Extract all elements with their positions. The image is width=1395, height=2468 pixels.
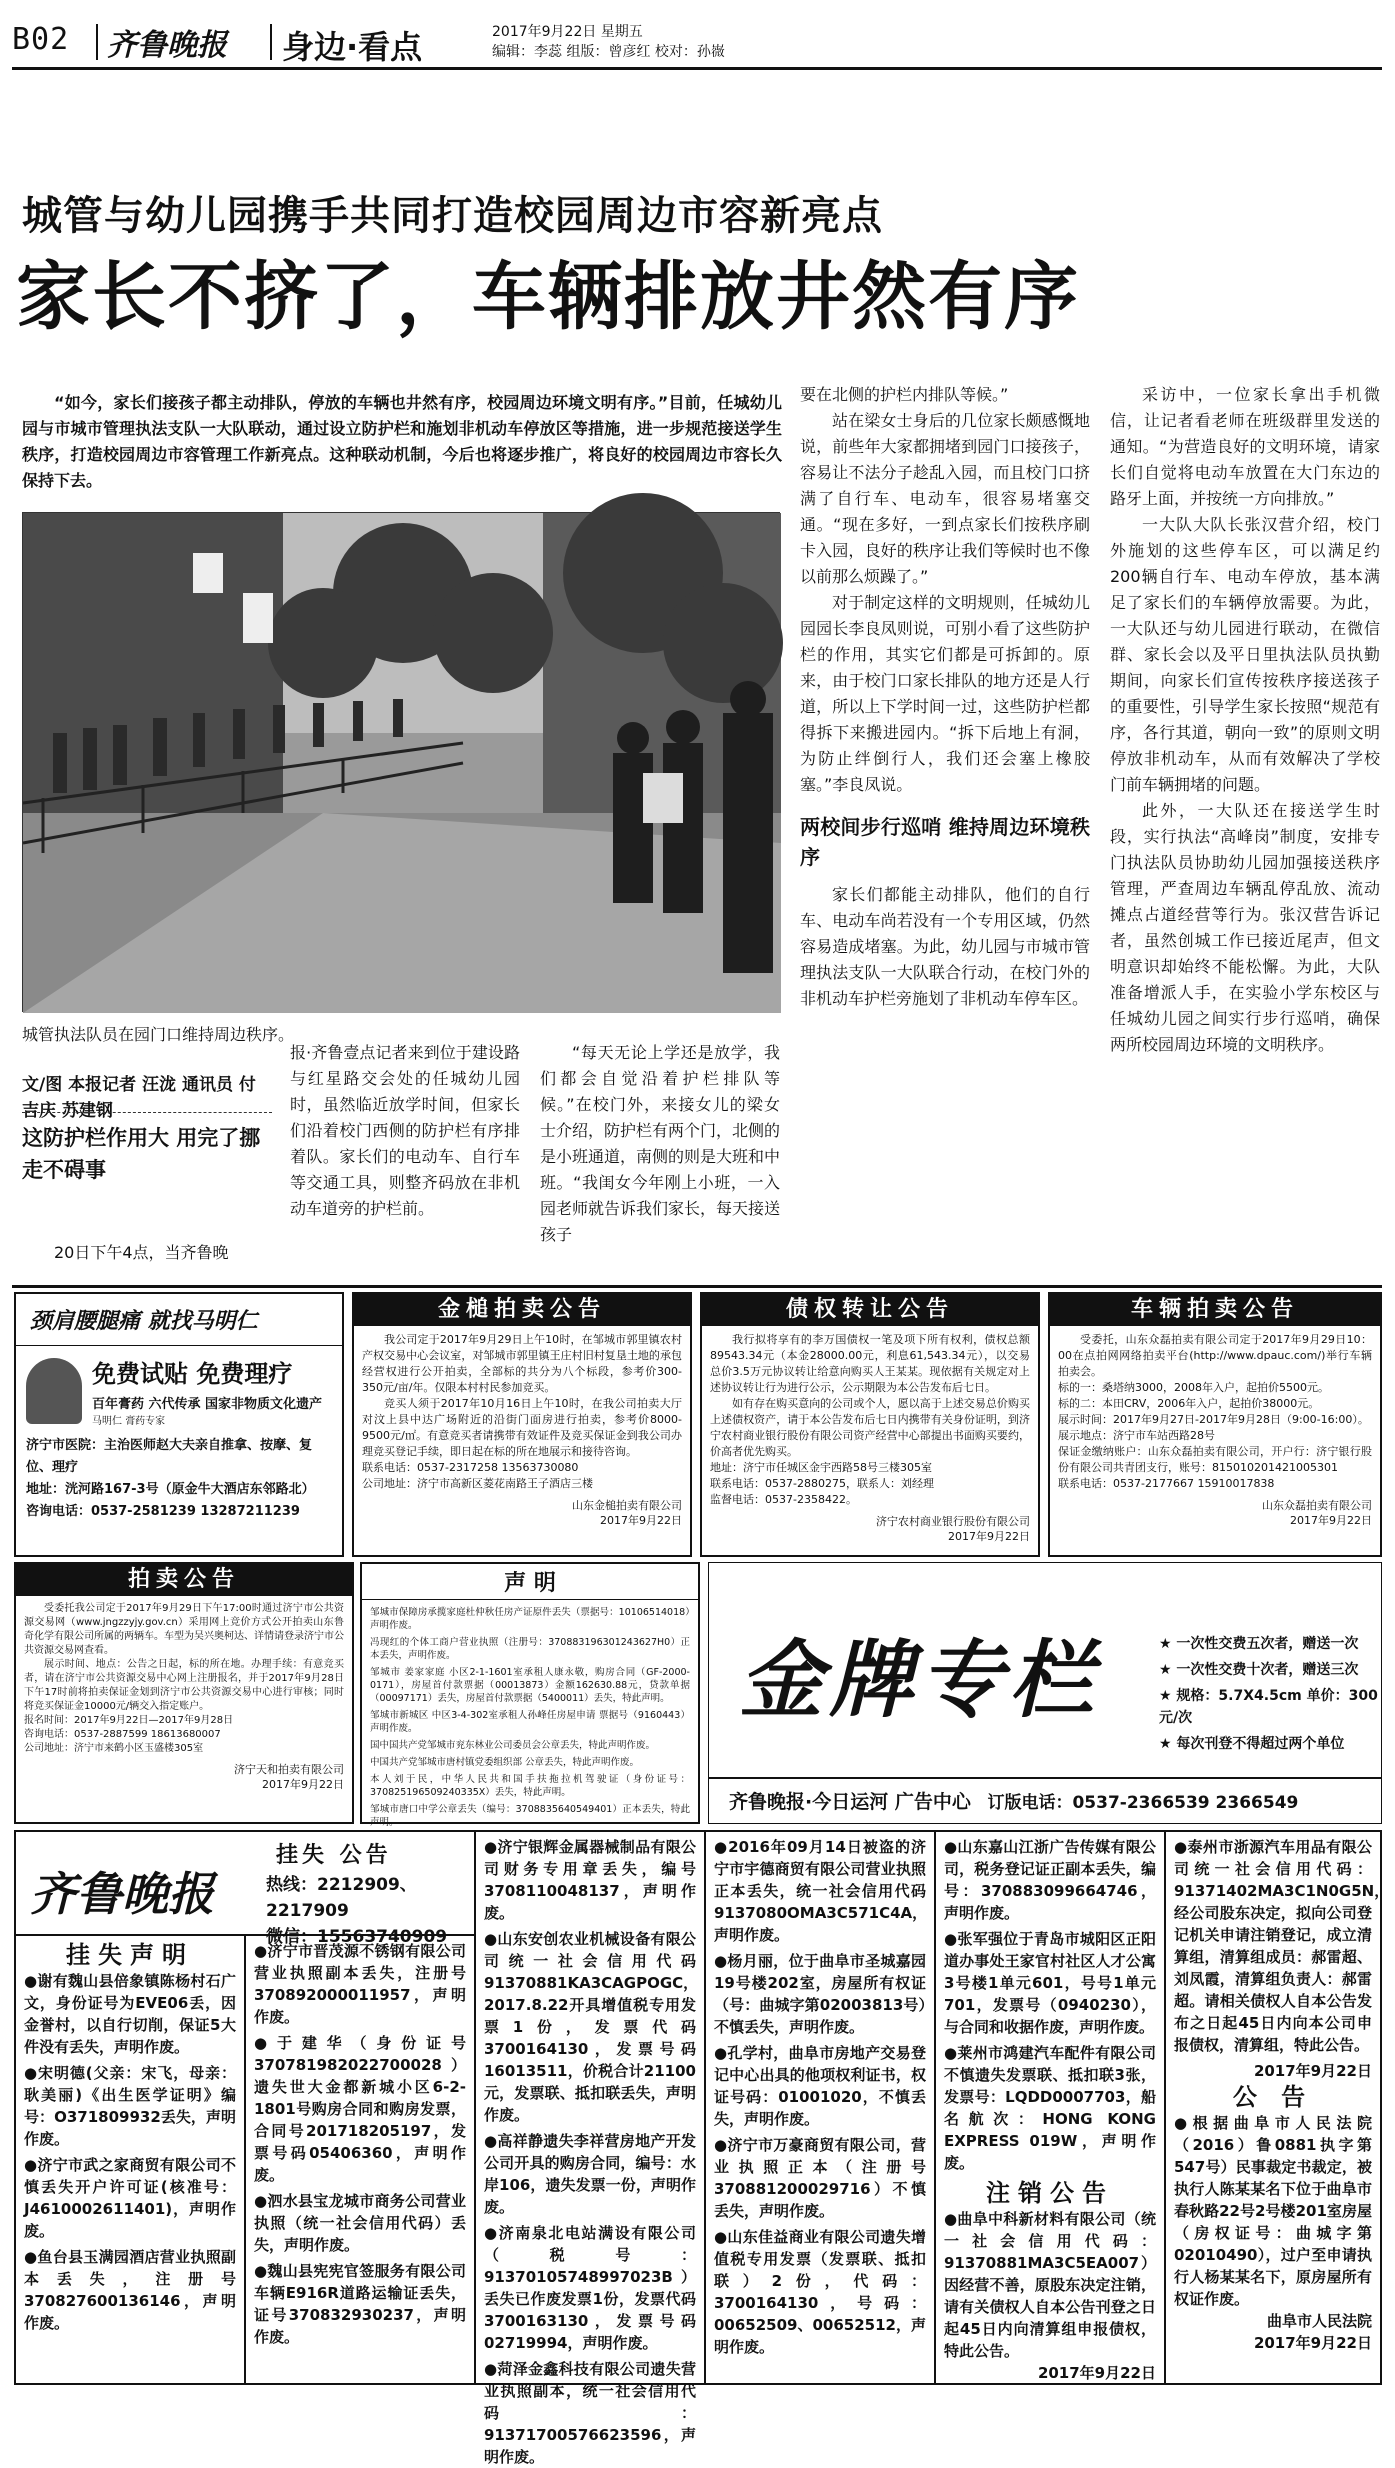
divider — [22, 1112, 272, 1113]
divider — [96, 24, 98, 60]
section-heading: 两校间步行巡哨 维持周边环境秩序 — [800, 815, 1090, 869]
auction-notice-2 — [14, 1562, 354, 1824]
ad-slogan: 颈肩腰腿痛 就找马明仁 — [16, 1294, 342, 1346]
lost-entry: ●山东安创农业机械设备有限公司统一社会信用代码91370881KA3CAGPOGC，2017.8.22开具增值税专用发票1份，发票代码3700164130，发票号码16013511，价税合计21100元，发票联、抵扣联丢失，声明作废。 — [484, 1930, 699, 2124]
lost-entry: ●泗水县宝龙城市商务公司营业执照（统一社会信用代码）丢失，声明作废。 — [254, 2192, 466, 2254]
lost-entry: ●谢有魏山县倍象镇陈杨村石广文，身份证号为EVE06丢，因金誉村，以自行切削，保证5大件没有丢失，声明作废。 — [24, 1972, 236, 2056]
notice-body: 受委托我公司定于2017年9月29日下午17:00时通过济宁市公共资源交易网（www.jngzzyjy.gov.cn）采用网上竞价方式公开拍卖山东鲁奇化学有限公司所属的两辆车。车型为吴兴奥柯达、详情请登录济宁市公共资源交易网查看。 — [24, 1603, 344, 1656]
notice-body: 我行拟将享有的李万国债权一笔及项下所有权利，债权总额89543.34元（本金28000.00元，利息61,543.34元），以交易总价3.5万元协议转让给意向购买人王某某。现依据有关规定对上述协议转让行为进行公示，公示期限为本公告发布后七日。 — [710, 1333, 1030, 1394]
notice-body: 受委托，山东众磊拍卖有限公司定于2017年9月29日10：00在点拍网网络拍卖平台(http://www.dpauc.com/)举行车辆拍卖会。 — [1058, 1333, 1372, 1378]
statement-entry: 邹城市保障房承揽家庭杜仲秋任房产证原件丢失（票据号：10106514018）声明作废。 — [370, 1607, 690, 1631]
notice-title: 车辆拍卖公告 — [1050, 1294, 1380, 1326]
lost-column — [476, 1832, 706, 2466]
notice-body: 保证金缴纳账户：山东众磊拍卖有限公司，开户行：济宁银行股份有限公司共青团支行，账号：815010201421005301 — [1058, 1445, 1372, 1474]
lost-entry: ●菏泽金鑫科技有限公司遗失营业执照副本，统一社会信用代码：91371700576623596，声明作废。 — [484, 2360, 696, 2466]
paragraph: 要在北侧的护栏内排队等候。” — [800, 385, 1009, 404]
announce-signature: 曲阜市人民法院 — [1266, 2312, 1372, 2330]
lost-column — [16, 1936, 246, 2383]
notice-date: 2017年9月22日 — [948, 1530, 1030, 1543]
notice-address: 地址：济宁市任城区金宇西路58号三楼305室 — [710, 1461, 932, 1474]
paragraph: 此外，一大队还在接送学生时段，实行执法“高峰岗”制度，安排专门执法队员协助幼儿园加强接送秩序管理，严查周边车辆乱停乱放、流动摊点占道经营等行为。张汉营告诉记者，虽然创城工作已接近尾声，但文明意识却始终不能松懈。为此，大队准备增派人手，在实验小学东校区与任城幼儿园之间实行步行巡哨，确保两所校园周边环境的文明秩序。 — [1110, 801, 1380, 1054]
paragraph: “每天无论上学还是放学，我们都会自觉沿着护栏排队等候。”在校门外，来接女儿的梁女士介绍，防护栏有两个门，北侧的是小班通道，南侧的则是大班和中班。“我闺女今年刚上小班，一入园老师就告诉我们家长，每天接送孩子 — [540, 1043, 781, 1244]
notice-date: 2017年9月22日 — [262, 1778, 344, 1791]
doctor-title: 膏药专家 — [125, 1416, 166, 1427]
notice-body: 我公司定于2017年9月29日上午10时，在邹城市郭里镇农村产权交易中心会议室，对邹城市郭里镇王庄村旧村复垦土地的承包经营权进行公开拍卖，全部标的共分为八个标段，参考价300-350元/亩/年。仅限本村村民参加竞买。 — [362, 1333, 682, 1394]
lost-entry: ●济宁市武之家商贸有限公司不慎丢失开户许可证(核准号：J4610002611401)，声明作废。 — [24, 2156, 236, 2240]
page-number: B02 — [12, 22, 70, 57]
lost-entry: ●济南泉北电站满设有限公司（税号：91370105748997023B）丢失已作废发票1份，发票代码3700163130，发票号码02719994，声明作废。 — [484, 2224, 696, 2352]
lost-entries — [944, 1836, 1156, 2174]
notice-contact: 联系电话：0537-2880275，联系人：刘经理 — [710, 1477, 934, 1490]
cancel-entry: ●曲阜中科新材料有限公司（统一社会信用代码：91370881MA3C5EA007）因经营不善，原股东决定注销，请有关债权人自本公告刊登之日起45日内向清算组申报债权，特此公告。 — [944, 2210, 1156, 2360]
announce-title: 公 告 — [1232, 2083, 1314, 2111]
lost-entry: ●杨月丽，位于曲阜市圣城嘉园19号楼202室，房屋所有权证（号：曲城字第02003813号）不慎丢失，声明作废。 — [714, 1952, 926, 2036]
article-column — [1110, 382, 1380, 1058]
section-heading: 这防护栏作用大 用完了挪走不碍事 — [22, 1126, 261, 1182]
lost-entry: ●泰州市浙源汽车用品有限公司统一社会信用代码：91371402MA3C1N0G5N，经公司股东决定，拟向公司登记机关申请注销登记，成立清算组，清算组成员：郝雷超、刘凤霞，清算组负责人：郝雷超。请相关债权人自本公告发布之日起45日内向本公司申报债权，清算组，特此公告。 — [1174, 1838, 1390, 2054]
notice-signature: 济宁天和拍卖有限公司 — [234, 1763, 344, 1776]
lost-notices — [14, 1830, 1390, 2466]
editor-line: 编辑：李蕊 组版：曾彦红 校对：孙嶶 — [492, 44, 725, 60]
notice-address: 公司地址：济宁市高新区菱花南路王子酒店三楼 — [362, 1477, 593, 1490]
lost-column — [936, 1832, 1166, 2383]
gold-title: 金牌专栏 — [739, 1630, 1100, 1729]
notice-item: 标的一：桑塔纳3000，2008年入户，起拍价5500元。 — [1058, 1381, 1329, 1394]
auction-notice — [352, 1292, 692, 1557]
ad-offer: 免费试贴 免费理疗 — [92, 1360, 293, 1388]
lost-subtitle: 挂失声明 — [66, 1941, 194, 1969]
notice-body: 展示地点：济宁市车站西路28号 — [1058, 1429, 1215, 1442]
notice-signature: 山东众磊拍卖有限公司 — [1262, 1499, 1372, 1512]
statement-entry: 邹城市新城区 中区3-4-302室承租人孙峰任房屋申请 票据号（9160443）声明作废。 — [370, 1710, 690, 1734]
statement-entry: 邹城市 姜家家庭 小区2-1-1601室承租人康永敬，购房合同（GF-2000-0171），房屋首付款票据（00013873）金额162630.88元，贷款单据（00097171）丢失，房屋首付款票据（5400011）丢失，特此声明。 — [370, 1667, 690, 1704]
lost-entry: ●鱼台县玉满园酒店营业执照副本丢失，注册号370827600136146，声明作废。 — [24, 2248, 236, 2332]
notice-address: 公司地址：济宁市来鹤小区玉盛楼305室 — [24, 1743, 204, 1754]
clinic-ad — [14, 1292, 344, 1557]
paragraph: 对于制定这样的文明规则，任城幼儿园园长李良凤则说，可别小看了这些防护栏的作用，其实它们都是可拆卸的。原来，由于校门口家长排队的地方还是人行道，所以上下学时间一过，这些防护栏都得拆下来搬进园内。“拆下后地上有洞，为防止绊倒行人，我们还会塞上橡胶塞。”李良凤说。 — [800, 593, 1090, 794]
vehicle-auction-notice — [1048, 1292, 1382, 1557]
lost-entry: ●宋明德(父亲：宋飞，母亲：耿美丽)《出生医学证明》编号：O371809932丢失，声明作废。 — [24, 2064, 236, 2148]
lost-entry: ●张军强位于青岛市城阳区正阳道办事处王家官村社区人才公寓3号楼1单元601，号号1单元701，发票号（0940230），与合同和收据作废，声明作废。 — [944, 1930, 1156, 2036]
lost-entry: ●济宁银辉金属器械制品有限公司财务专用章丢失，编号3708110048137，声明作废。 — [484, 1838, 696, 1922]
article-lead: “如今，家长们接孩子都主动排队，停放的车辆也井然有序，校园周边环境文明有序。”目前，任城幼儿园与市城市管理执法支队一大队联动，通过设立防护栏和施划非机动车停放区等措施，进一步规范接送学生秩序，打造校园周边市容管理工作新亮点。这种联动机制，今后也将逐步推广，将良好的校园周边市容长久保持下去。 — [22, 393, 782, 490]
lost-column — [246, 1936, 476, 2383]
gold-phone: 订版电话：0537-2366539 2366549 — [987, 1793, 1299, 1813]
gold-rules — [1159, 1633, 1381, 1759]
notice-contact: 咨询电话：0537-2887599 18613680007 — [24, 1729, 221, 1740]
statement-entry: 中国共产党邹城市唐村镇党委组织部 公章丢失，特此声明作废。 — [370, 1757, 640, 1768]
notice-date: 2017年9月22日 — [1253, 2334, 1372, 2352]
clinic-address: 地址：洸河路167-3号（原金牛大酒店东邻路北） — [26, 1482, 315, 1497]
notice-title: 金槌拍卖公告 — [354, 1294, 690, 1326]
lost-entry: ●2016年09月14日被盗的济宁市宇德商贸有限公司营业执照正本丢失，统一社会信用代码9137080OMA3C571C4A，声明作废。 — [714, 1838, 928, 1944]
statement-list — [362, 1600, 698, 1839]
paragraph: 家长们都能主动排队，他们的自行车、电动车尚若没有一个专用区域，仍然容易造成堵塞。为此，幼儿园与市城市管理执法支队一大队联合行动，在校门外的非机动车护栏旁施划了非机动车停车区。 — [800, 885, 1090, 1008]
news-photo — [22, 512, 780, 1012]
notice-time: 报名时间：2017年9月22日—2017年9月28日 — [24, 1715, 234, 1726]
notice-contact: 联系电话：0537-2317258 13563730080 — [362, 1461, 579, 1474]
statement-entry: 国中国共产党邹城市兖东林业公司委员会公章丢失，特此声明作废。 — [370, 1740, 656, 1751]
statement-notice — [360, 1562, 700, 1828]
lost-header — [16, 1832, 476, 1947]
article-headline: 家长不挤了，车辆排放井然有序 — [16, 254, 1080, 340]
notice-signature: 济宁农村商业银行股份有限公司 — [876, 1515, 1030, 1528]
statement-entry: 冯现红的个体工商户营业执照（注册号：370883196301243627H0）正本丢失，声明作废。 — [370, 1637, 690, 1661]
divider — [12, 1285, 1382, 1288]
cancel-title: 注销公告 — [986, 2179, 1114, 2207]
paragraph: 20日下午4点，当齐鲁晚 — [54, 1243, 229, 1262]
gold-footer: 齐鲁晚报·今日运河 广告中心 — [729, 1791, 971, 1813]
notice-title: 声 明 — [362, 1564, 698, 1600]
notice-contact: 联系电话：0537-2177667 15910017838 — [1058, 1477, 1275, 1490]
gold-rule: ★ 一次性交费十次者，赠送三次 — [1159, 1662, 1359, 1678]
divider — [270, 24, 272, 60]
notice-body: 如有存在购买意向的公司或个人，愿以高于上述交易总价购买上述债权资产，请于本公告发布后七日内携带有关身份证明，到济宁农村商业银行股份有限公司资产经营中心部提出书面购买要约，价高者优先购买。 — [710, 1397, 1030, 1458]
statement-entry: 邹城市唐口中学公章丢失（编号：3708835640549401）正本丢失，特此声明。 — [370, 1804, 690, 1828]
paragraph: 一大队大队长张汉营介绍，校门外施划的这些停车区，可以满足约200辆自行车、电动车停放，基本满足了家长们的车辆停放需要。为此，一大队还与幼儿园进行联动，在微信群、家长会以及平日里执法队员执勤期间，向家长们宣传按秩序接送孩子的重要性，引导学生家长按照“规范有序，各行其道，朝向一致”的原则文明停放非机动车，从而有效解决了学校门前车辆拥堵的问题。 — [1110, 515, 1380, 794]
lost-wechat: 微信：15563740909 — [266, 1927, 448, 1947]
article-column — [290, 1040, 520, 1222]
gold-column-ad — [708, 1562, 1382, 1824]
doctor-portrait — [26, 1358, 82, 1424]
notice-body: 展示时间：2017年9月27日-2017年9月28日（9:00-16:00）。 — [1058, 1413, 1369, 1426]
paragraph: 站在梁女士身后的几位家长颇感慨地说，前些年大家都拥堵到园门口接孩子，容易让不法分子趁乱入园，而且校门口挤满了自行车、电动车，很容易堵塞交通。“现在多好，一到点家长们按秩序刷卡入园，良好的秩序让我们等候时也不像以前那么烦躁了。” — [800, 411, 1090, 586]
notice-signature: 山东金槌拍卖有限公司 — [572, 1499, 682, 1512]
notice-date: 2017年9月22日 — [1290, 1514, 1372, 1527]
brand-logo: 齐鲁晚报 — [107, 28, 227, 63]
lost-entry: ●于建华（身份证号370781982022700028）遗失世大金都新城小区6-2-1801号购房合同和购房发票，合同号201718205197，发票号码05406360，声明作废。 — [254, 2034, 466, 2184]
lost-entries — [1174, 1836, 1390, 2056]
lost-entry: ●孔学村，曲阜市房地产交易登记中心出具的他项权利证书，权证号码：01001020，不慎丢失，声明作废。 — [714, 2044, 926, 2128]
ad-tagline: 百年膏药 六代传承 国家非物质文化遗产 — [92, 1397, 323, 1412]
notice-date: 2017年9月22日 — [600, 1514, 682, 1527]
article-credit: 文/图 本报记者 汪泷 通讯员 付吉庆 苏建钢 — [22, 1075, 256, 1121]
article-column — [800, 382, 1090, 1012]
lost-entry: ●济宁市晋茂源不锈钢有限公司营业执照副本丢失，注册号370892000011957，声明作废。 — [254, 1942, 466, 2026]
article-column — [540, 1040, 780, 1248]
lost-column — [1166, 1832, 1390, 2383]
section-title: 身边·看点 — [282, 28, 423, 66]
article-column — [22, 1240, 272, 1266]
issue-meta — [492, 22, 725, 62]
issue-date: 2017年9月22日 星期五 — [492, 24, 643, 40]
gold-rule: ★ 一次性交费五次者，赠送一次 — [1159, 1636, 1359, 1652]
page-header — [12, 18, 1382, 70]
lost-entry: ●莱州市鸿建汽车配件有限公司不慎遗失发票联、抵扣联3张，发票号：LQDD0007703，船名航次：HONG KONG EXPRESS 019W，声明作废。 — [944, 2044, 1156, 2172]
statement-entry: 本人刘于民，中华人民共和国手扶拖拉机驾驶证（身份证号：370825196509240335X）丢失，特此声明。 — [370, 1774, 690, 1798]
notice-date: 2017年9月22日 — [1037, 2364, 1156, 2382]
notice-body: 展示时间、地点：公告之日起，标的所在地。办理手续：有意竞买者，请在济宁市公共资源交易中心网上注册报名，并于2017年9月28日下午17时前将拍卖保证金划到济宁市公共资源交易中心进行审核；同时将竞买保证金10000元/辆交入指定账户。 — [24, 1659, 344, 1712]
lost-hotline: 热线：2212909、2217909 — [266, 1875, 417, 1921]
doctor-name: 马明仁 — [92, 1416, 122, 1427]
lost-entry: ●魏山县宪宪官签服务有限公司车辆E916R道路运输证丢失，证号370832930237，声明作废。 — [254, 2262, 466, 2346]
gold-rule: ★ 规格：5.7X4.5cm 单价：300元/次 — [1159, 1688, 1378, 1726]
notice-date: 2017年9月22日 — [1253, 2062, 1372, 2080]
clinic-name: 济宁市医院：主治医师赵大夫亲自推拿、按摩、复位、理疗 — [26, 1438, 313, 1475]
lost-entry: ●山东嘉山江浙广告传媒有限公司，税务登记证正副本丢失，编号：370883099664746，声明作废。 — [944, 1838, 1156, 1922]
clinic-phone: 咨询电话：0537-2581239 13287211239 — [26, 1504, 300, 1519]
debt-notice — [700, 1292, 1040, 1557]
photo-illustration — [23, 513, 781, 1013]
notice-body: 竞买人须于2017年10月16日上午10时，在我公司拍卖大厅对汶上县中达广场附近的沿街门面房进行拍卖，参考价8000-9500元/㎡。有意竞买者请携带有效证件及竞买保证金到我公司办理竞买登记手续，即日起在标的所在地展示和接待咨询。 — [362, 1397, 682, 1458]
lost-entry: ●山东佳益商业有限公司遗失增值税专用发票（发票联、抵扣联）2份，代码：3700164130，号码：00652509、00652512，声明作废。 — [714, 2228, 926, 2356]
photo-caption: 城管执法队员在园门口维持周边秩序。 — [22, 1025, 295, 1044]
gold-rule: ★ 每次刊登不得超过两个单位 — [1159, 1736, 1345, 1752]
article-subheadline: 城管与幼儿园携手共同打造校园周边市容新亮点 — [22, 193, 883, 239]
notice-item: 标的二：本田CRV，2006年入户，起拍价38000元。 — [1058, 1397, 1320, 1410]
notice-title: 债权转让公告 — [702, 1294, 1038, 1326]
brand-logo: 齐鲁晚报 — [30, 1867, 214, 1921]
lost-title: 挂失 公告 — [276, 1843, 392, 1868]
lost-entry: ●济宁市万豪商贸有限公司，营业执照正本（注册号370881200029716）不慎丢失，声明作废。 — [714, 2136, 926, 2220]
paragraph: 报·齐鲁壹点记者来到位于建设路与红星路交会处的任城幼儿园时，虽然临近放学时间，但家长们沿着校门西侧的防护栏有序排着队。家长们的电动车、自行车等交通工具，则整齐码放在非机动车道旁的护栏前。 — [290, 1043, 520, 1218]
announce-entry: ●根据曲阜市人民法院（2016）鲁0881执字第547号）民事裁定书裁定，被执行人陈某某名下位于曲阜市春秋路22号2号楼201室房屋（房权证号：曲城字第02010490），过户至申请执行人杨某某名下，原房屋所有权证作废。 — [1174, 2114, 1372, 2308]
notice-contact: 监督电话：0537-2358422。 — [710, 1493, 857, 1506]
lost-entry: ●高祥静遗失李祥营房地产开发公司开具的购房合同，编号：水岸106，遗失发票一份，声明作废。 — [484, 2132, 696, 2216]
lost-entries — [24, 1970, 236, 2334]
notice-title: 拍卖公告 — [16, 1564, 352, 1596]
lost-column — [706, 1832, 936, 2383]
paragraph: 采访中，一位家长拿出手机微信，让记者看老师在班级群里发送的通知。“为营造良好的文明环境，请家长们自觉将电动车放置在大门东边的路牙上面，并按统一方向排放。” — [1110, 385, 1380, 508]
